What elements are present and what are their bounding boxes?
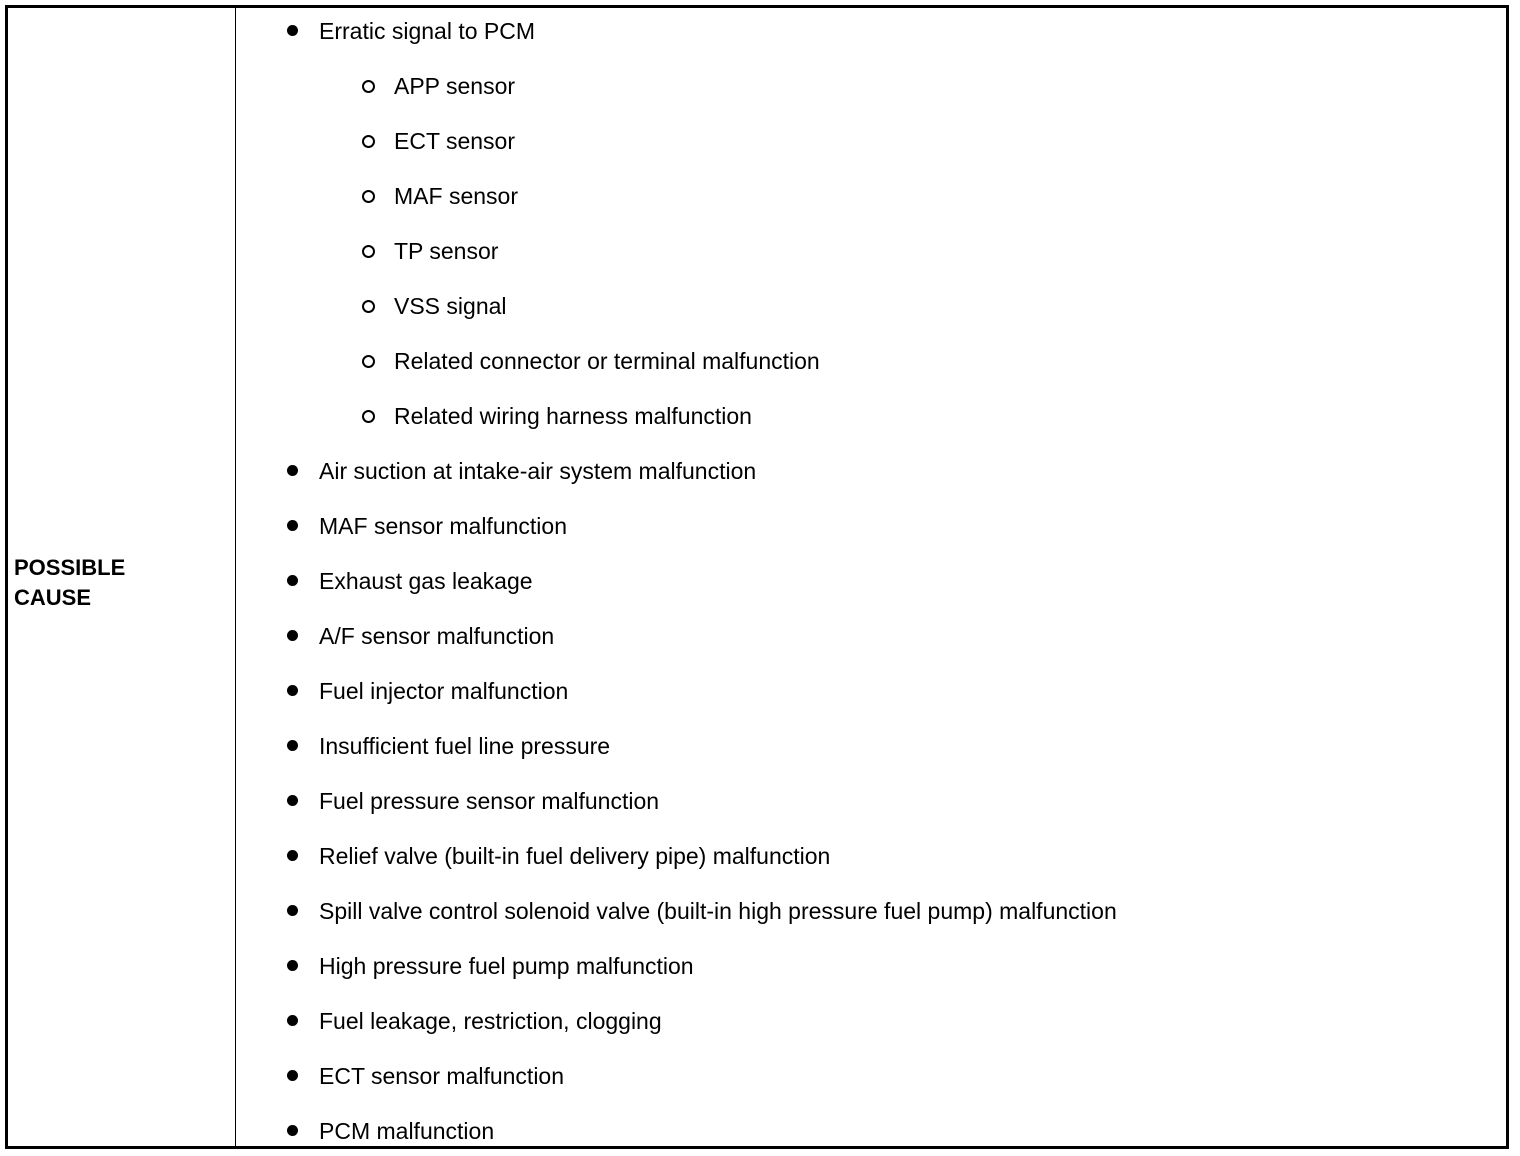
list-item-text: Insufficient fuel line pressure bbox=[319, 733, 611, 759]
sub-list-item bbox=[237, 291, 1506, 321]
list-item-text: MAF sensor bbox=[394, 183, 518, 209]
possible-cause-table bbox=[5, 5, 1509, 1149]
disc-bullet-icon bbox=[287, 575, 298, 586]
list-item bbox=[237, 621, 1506, 651]
list-item-text: Related connector or terminal malfunction bbox=[394, 348, 820, 374]
sub-list-item bbox=[237, 401, 1506, 431]
sub-list-item bbox=[237, 236, 1506, 266]
list-item bbox=[237, 731, 1506, 761]
list-item-text: Air suction at intake-air system malfunction bbox=[319, 458, 757, 484]
row-label-cell bbox=[8, 8, 236, 1146]
sub-list-item bbox=[237, 126, 1506, 156]
list-item-text: PCM malfunction bbox=[319, 1118, 495, 1144]
row-label: POSSIBLE CAUSE bbox=[14, 555, 126, 610]
list-item-text: A/F sensor malfunction bbox=[319, 623, 555, 649]
circle-bullet-icon bbox=[362, 135, 375, 148]
list-item bbox=[237, 566, 1506, 596]
sub-list-item bbox=[237, 71, 1506, 101]
list-item-text: TP sensor bbox=[394, 238, 499, 264]
circle-bullet-icon bbox=[362, 410, 375, 423]
disc-bullet-icon bbox=[287, 1015, 298, 1026]
list-item-text: APP sensor bbox=[394, 73, 516, 99]
disc-bullet-icon bbox=[287, 1125, 298, 1136]
list-item-text: High pressure fuel pump malfunction bbox=[319, 953, 694, 979]
list-item-text: Related wiring harness malfunction bbox=[394, 403, 752, 429]
disc-bullet-icon bbox=[287, 1070, 298, 1081]
disc-bullet-icon bbox=[287, 850, 298, 861]
disc-bullet-icon bbox=[287, 465, 298, 476]
list-item bbox=[237, 841, 1506, 871]
sub-list-item bbox=[237, 181, 1506, 211]
list-item bbox=[237, 786, 1506, 816]
disc-bullet-icon bbox=[287, 520, 298, 531]
circle-bullet-icon bbox=[362, 245, 375, 258]
list-item bbox=[237, 1006, 1506, 1036]
list-item bbox=[237, 456, 1506, 486]
list-item-text: ECT sensor malfunction bbox=[319, 1063, 565, 1089]
list-item-text: Erratic signal to PCM bbox=[319, 18, 536, 44]
list-item bbox=[237, 1061, 1506, 1091]
circle-bullet-icon bbox=[362, 355, 375, 368]
list-item-text: ECT sensor bbox=[394, 128, 516, 154]
list-item-text: Exhaust gas leakage bbox=[319, 568, 533, 594]
list-item bbox=[237, 511, 1506, 541]
list-item bbox=[237, 1116, 1506, 1146]
list-item bbox=[237, 951, 1506, 981]
list-item-text: Fuel pressure sensor malfunction bbox=[319, 788, 660, 814]
sub-list-item bbox=[237, 346, 1506, 376]
disc-bullet-icon bbox=[287, 960, 298, 971]
disc-bullet-icon bbox=[287, 25, 298, 36]
list-item bbox=[237, 896, 1506, 926]
disc-bullet-icon bbox=[287, 630, 298, 641]
list-item-text: Relief valve (built-in fuel delivery pipe) malfunction bbox=[319, 843, 831, 869]
disc-bullet-icon bbox=[287, 905, 298, 916]
circle-bullet-icon bbox=[362, 190, 375, 203]
list-item bbox=[237, 676, 1506, 706]
list-item-text: Fuel injector malfunction bbox=[319, 678, 569, 704]
disc-bullet-icon bbox=[287, 795, 298, 806]
disc-bullet-icon bbox=[287, 740, 298, 751]
list-item-text: Fuel leakage, restriction, clogging bbox=[319, 1008, 662, 1034]
list-item-text: MAF sensor malfunction bbox=[319, 513, 567, 539]
list-item bbox=[237, 16, 1506, 46]
cause-list bbox=[237, 8, 1506, 1146]
list-item-text: Spill valve control solenoid valve (built-in high pressure fuel pump) malfunction bbox=[319, 898, 1117, 924]
disc-bullet-icon bbox=[287, 685, 298, 696]
circle-bullet-icon bbox=[362, 300, 375, 313]
circle-bullet-icon bbox=[362, 80, 375, 93]
list-item-text: VSS signal bbox=[394, 293, 507, 319]
